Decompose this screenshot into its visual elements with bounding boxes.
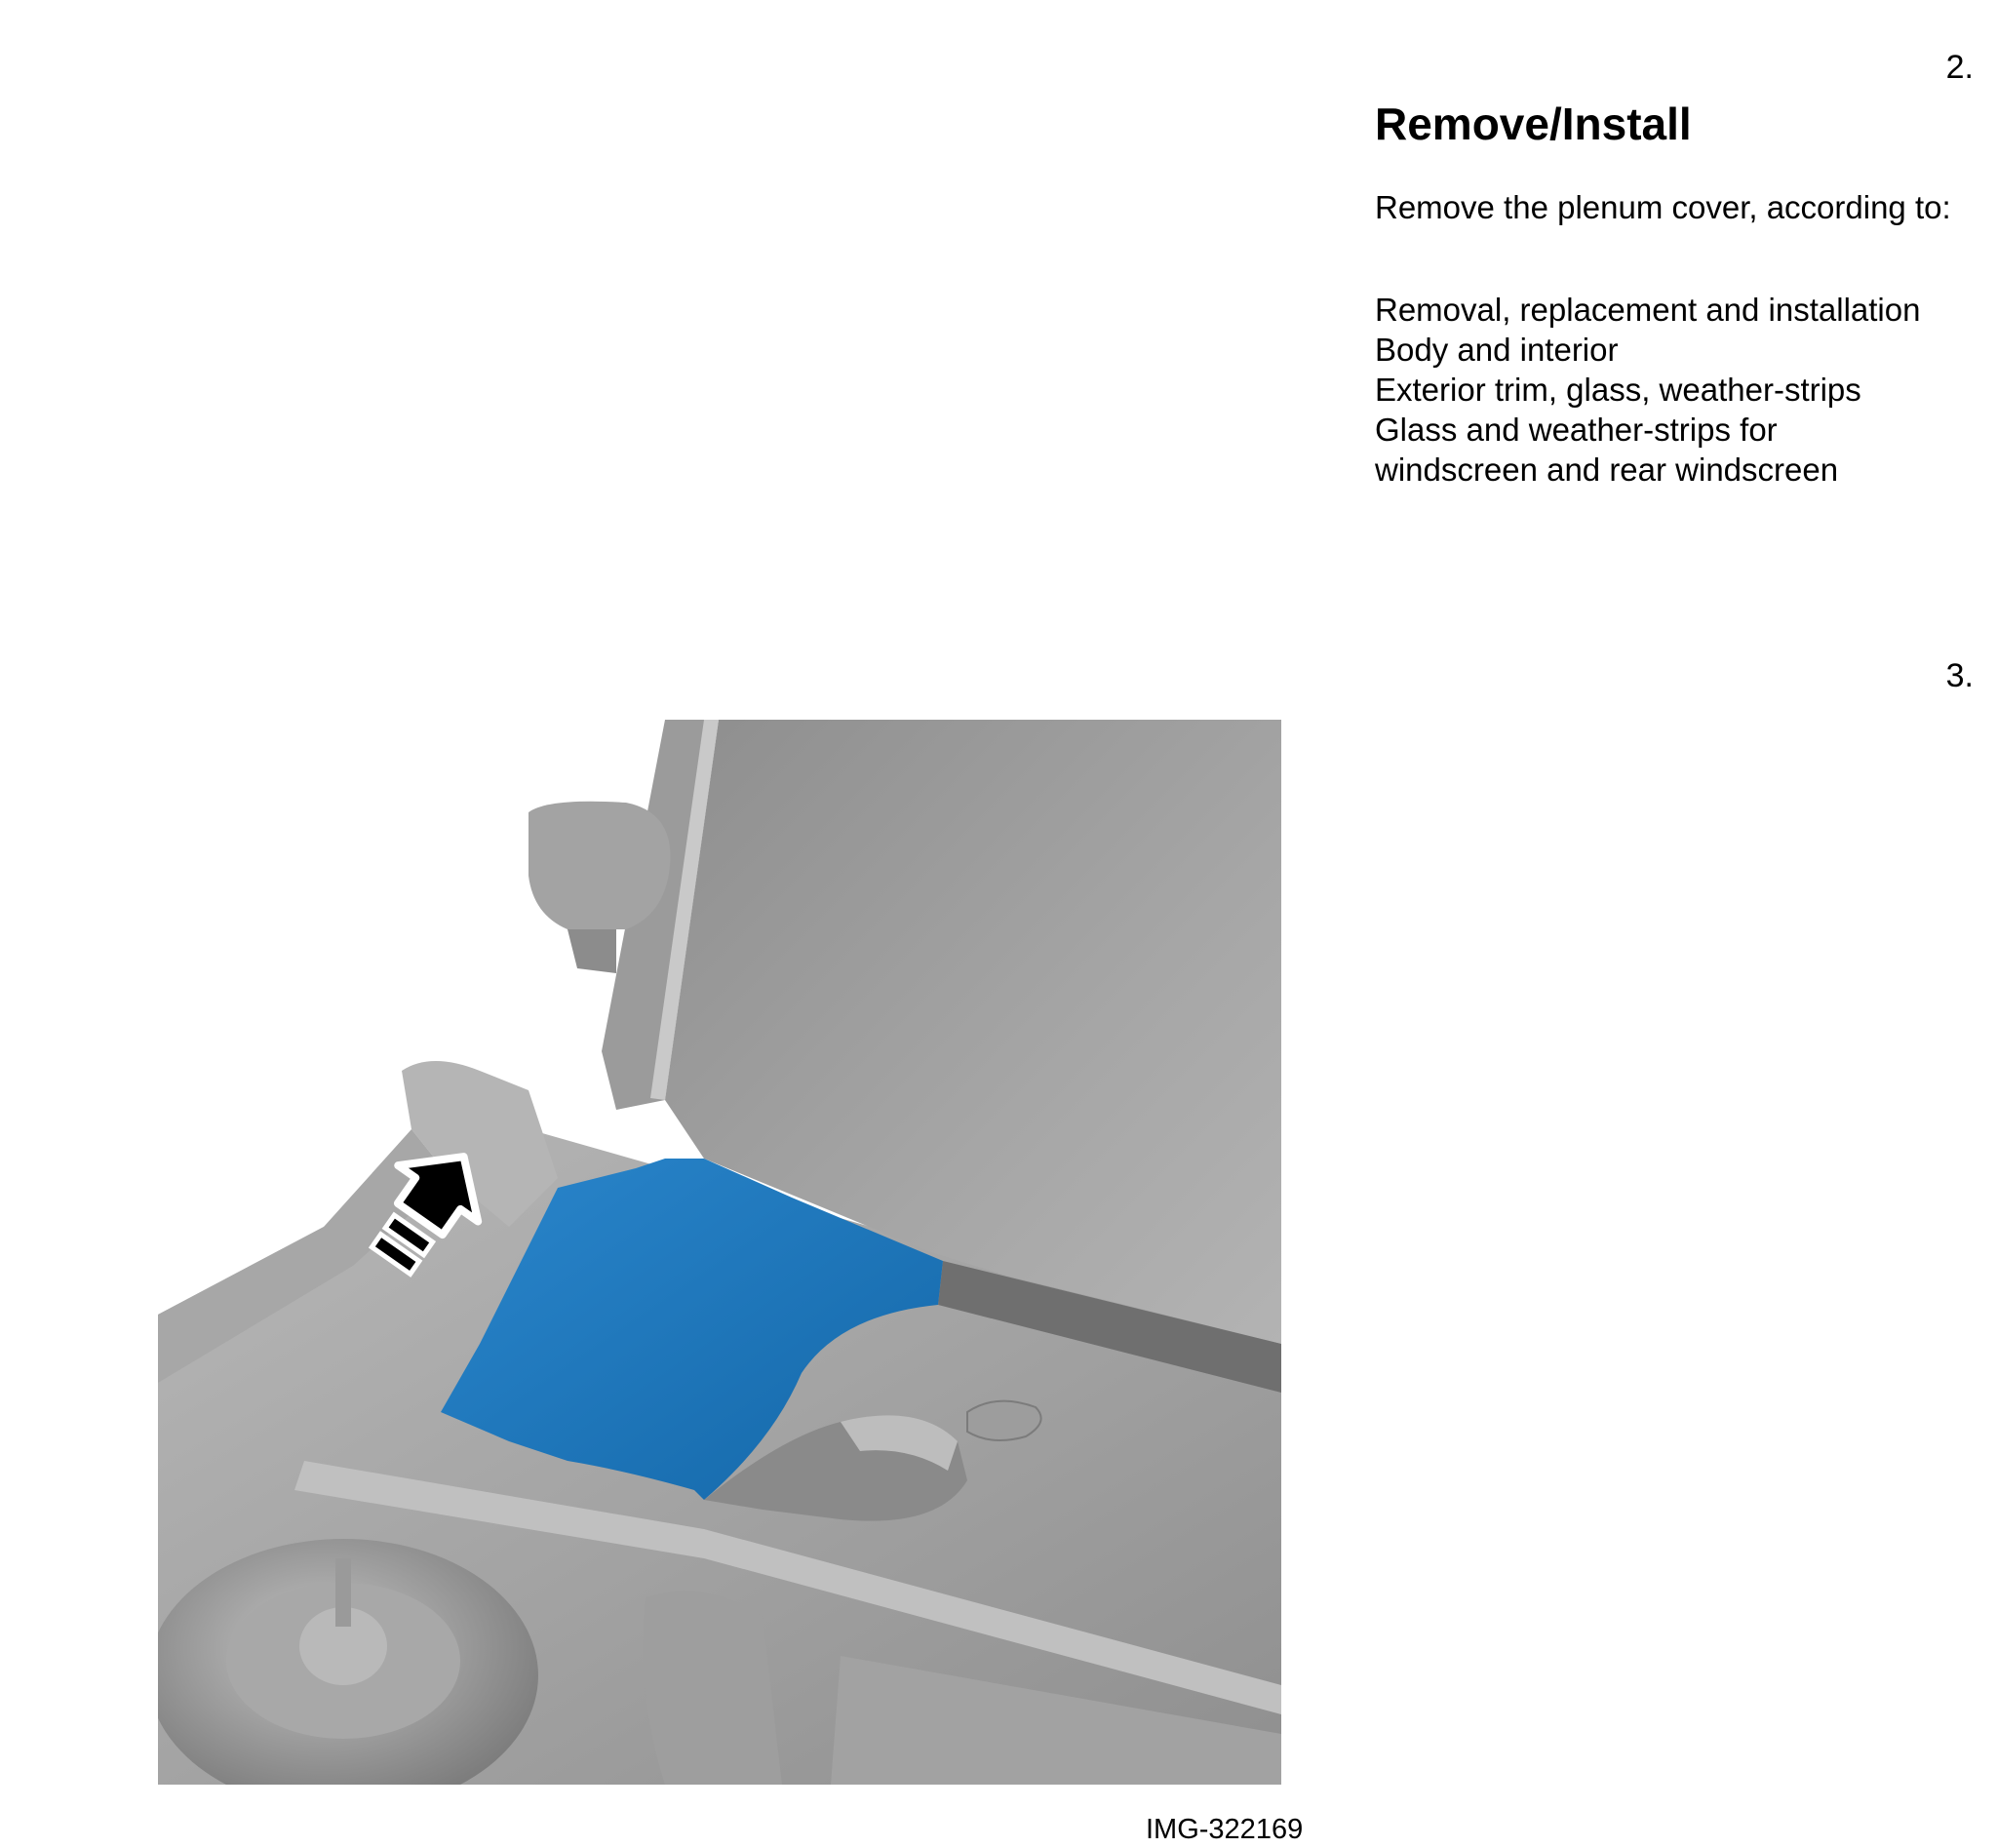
instruction-text: Remove the plenum cover, according to: <box>1375 189 1951 225</box>
figure-caption: IMG-322169 <box>1146 1814 1304 1845</box>
reference-path-line: Body and interior <box>1375 332 1619 368</box>
reference-path-line: Removal, replacement and installation <box>1375 292 1921 328</box>
reference-path-line: Exterior trim, glass, weather-strips <box>1375 372 1861 408</box>
step-number-3: 3. <box>1945 657 1974 694</box>
reference-path-line: windscreen and rear windscreen <box>1375 452 1839 488</box>
reference-path <box>1375 290 1970 490</box>
step-number-2: 2. <box>1945 49 1974 86</box>
plenum-cover-illustration <box>158 720 1281 1785</box>
section-heading: Remove/Install <box>1375 98 1692 149</box>
reference-path-line: Glass and weather-strips for <box>1375 412 1778 448</box>
